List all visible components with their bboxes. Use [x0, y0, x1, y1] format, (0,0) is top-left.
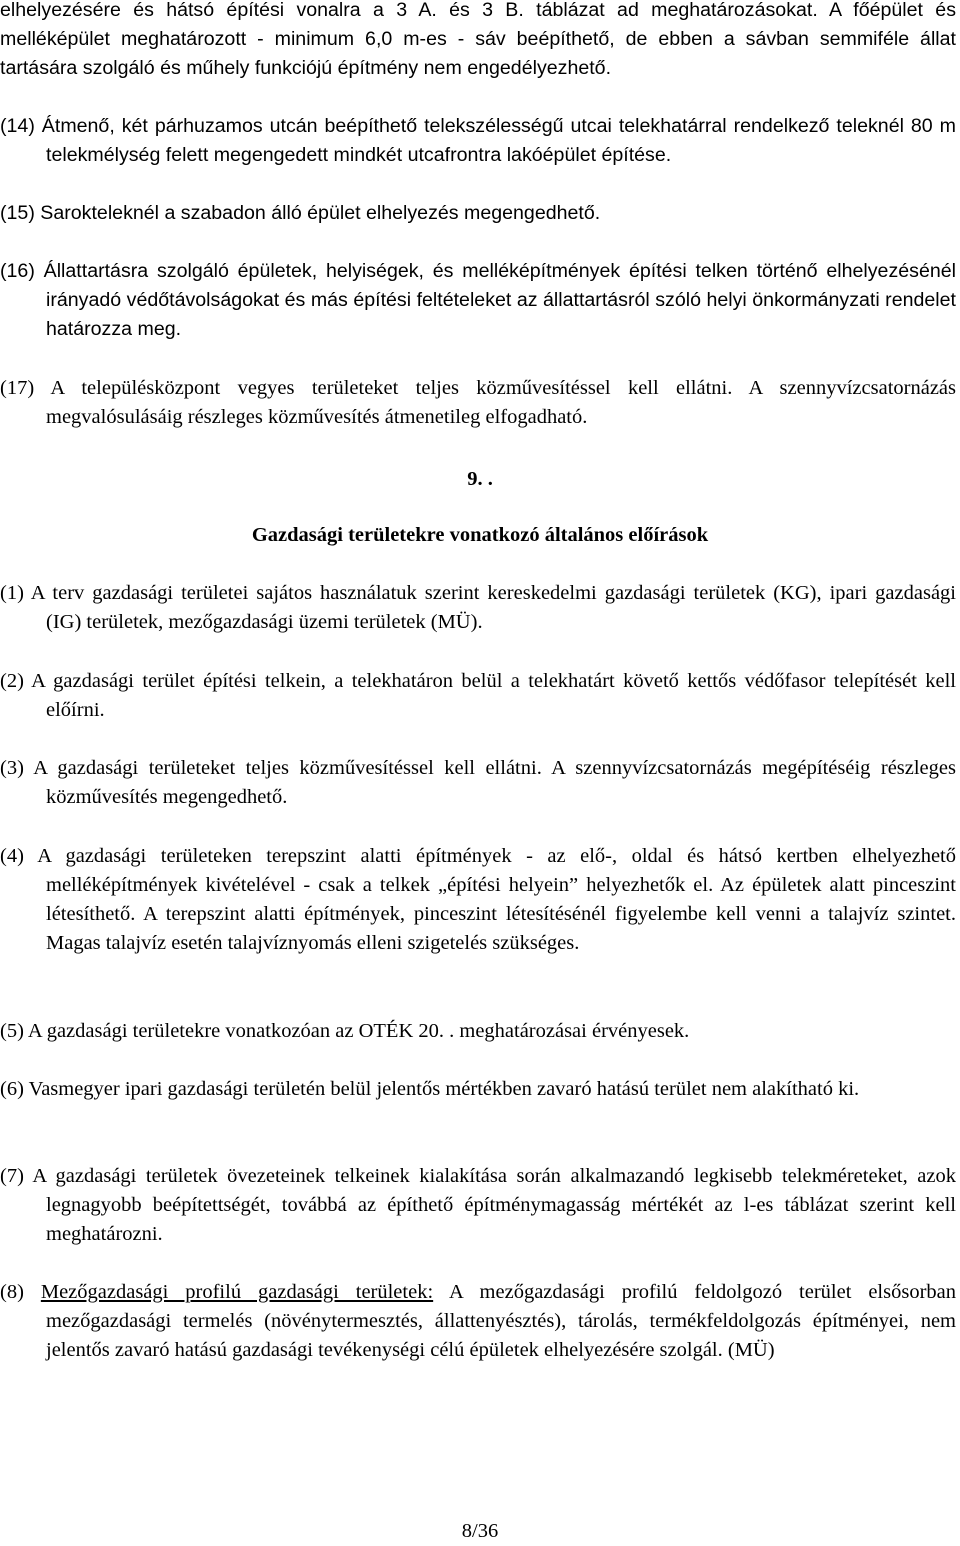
section-paragraph-8 [0, 1278, 956, 1365]
paragraph-8-number: (8) [0, 1281, 41, 1303]
paragraph-14: (14) Átmenő, két párhuzamos utcán beépíthető telekszélességű utcai telekhatárral rendelkező teleknél 80 m telekmélység felett megengedett mindkét utcafrontra lakóépület építése. [0, 115, 956, 166]
section-paragraph-1: (1) A terv gazdasági területei sajátos használatuk szerint kereskedelmi gazdasági területek (KG), ipari gazdasági (IG) területek, mezőgazdasági üzemi területek (MÜ). [0, 582, 956, 633]
section-paragraph-2: (2) A gazdasági terület építési telkein, a telekhatáron belül a telekhatárt követő kettős védőfasor telepítését kell előírni. [0, 670, 956, 721]
section-paragraph-4: (4) A gazdasági területeken terepszint alatti építmények - az elő-, oldal és hátsó kertben elhelyezhető melléképítmények kivételével - csak a telkek „építési helyein” helyezhetők el. Az épületek alatt pinceszint létesíthető. A terepszint alatti építmények, pinceszint létesítésénél figyelembe kell venni a talajvíz szintet. Magas talajvíz esetén talajvíznyomás elleni szigetelés szükséges. [0, 845, 956, 954]
section-number: 9. . [467, 468, 493, 490]
paragraph-8-title: Mezőgazdasági profilú gazdasági területek: [40, 1281, 434, 1303]
section-paragraph-5: (5) A gazdasági területekre vonatkozóan az OTÉK 20. . meghatározásai érvényesek. [0, 1020, 690, 1042]
section-paragraph-3: (3) A gazdasági területeket teljes közművesítéssel kell ellátni. A szennyvízcsatornázás megépítéséig részleges közművesítés megengedhető. [0, 757, 956, 808]
section-paragraph-6: (6) Vasmegyer ipari gazdasági területén belül jelentős mértékben zavaró hatású terület nem alakítható ki. [0, 1078, 860, 1100]
paragraph-17: (17) A településközpont vegyes területeket teljes közművesítéssel kell ellátni. A szennyvízcsatornázás megvalósulásáig részleges közművesítés átmenetileg elfogadható. [0, 377, 956, 428]
section-title: Gazdasági területekre vonatkozó általános előírások [251, 524, 709, 546]
page-number: 8/36 [461, 1520, 499, 1542]
intro-paragraph: elhelyezésére és hátsó építési vonalra a 3 A. és 3 B. táblázat ad meghatározásokat. A főépület és melléképület meghatározott - minimum 6,0 m-es - sáv beépíthető, de ebben a sávban semmiféle állat tartására szolgáló és műhely funkciójú építmény nem engedélyezhető. [0, 0, 956, 79]
paragraph-15: (15) Sarokteleknél a szabadon álló épület elhelyezés megengedhető. [0, 202, 601, 224]
paragraph-8-text: A mezőgazdasági profilú feldolgozó terület elsősorban mezőgazdasági termelés (növénytermesztés, állattenyésztés), tárolás, termékfeldolgozás építményei, nem jelentős zavaró hatású gazdasági tevékenységi célú épületek elhelyezésére szolgál. (MÜ) [46, 1281, 956, 1361]
paragraph-16: (16) Állattartásra szolgáló épületek, helyiségek, és melléképítmények építési telken történő elhelyezésénél irányadó védőtávolságokat és más építési feltételeket az állattartásról szóló helyi önkormányzati rendelet határozza meg. [0, 260, 956, 340]
section-paragraph-7: (7) A gazdasági területek övezeteinek telkeinek kialakítása során alkalmazandó legkisebb telekméreteket, azok legnagyobb beépítettségét, továbbá az építhető építménymagasság mértékét az l-es táblázat szerint kell meghatározni. [0, 1165, 956, 1245]
